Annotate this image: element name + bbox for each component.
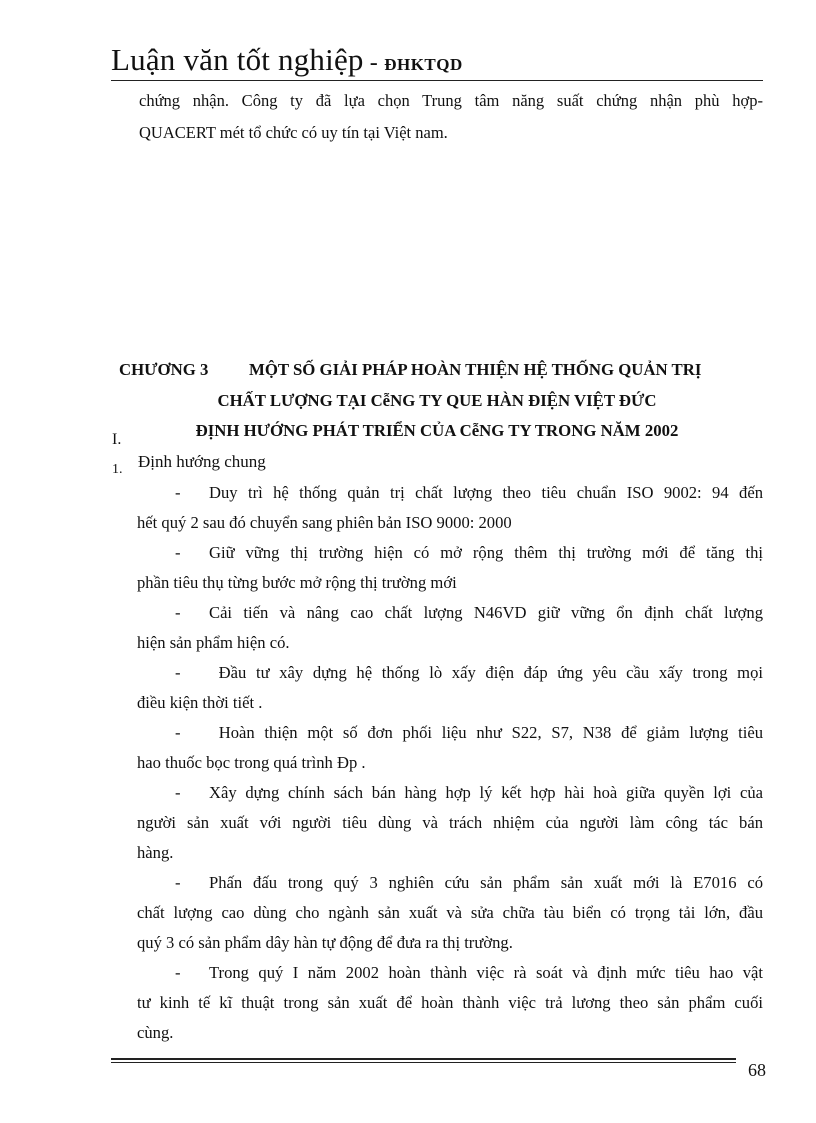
chapter-title-line1: MỘT SỐ GIẢI PHÁP HOÀN THIỆN HỆ THỐNG QUẢN TRỊ [249,360,702,379]
bullet-dash: - [175,873,181,892]
bullet-item [137,658,763,718]
bullet-line [137,478,763,508]
bullet-item [137,598,763,658]
bullet-line: quý 3 có sản phẩm dây hàn tự động để đưa ra thị trường. [137,933,513,952]
subsection-title: Định hướng chung [138,452,266,471]
university-abbreviation: ĐHKTQD [384,55,463,74]
header-separator: - [363,50,385,76]
section-title: ĐỊNH HƯỚNG PHÁT TRIỂN CỦA CễNG TY TRONG NĂM 2002 [195,421,679,440]
bullet-line: hết quý 2 sau đó chuyển sang phiên bản ISO 9000: 2000 [137,513,512,532]
chapter-title-line2: CHẤT LƯỢNG TẠI CễNG TY QUE HÀN ĐIỆN VIỆT ĐỨC [217,391,657,410]
bullet-line [137,868,763,898]
bullet-dash: - [175,603,181,622]
bullet-dash: - [175,483,181,502]
bullet-text: Duy trì hệ thống quản trị chất lượng theo tiêu chuẩn ISO 9002: 94 đến [209,483,763,502]
bullet-text: Hoàn thiện một số đơn phối liệu như S22, S7, N38 để giảm lượng tiêu [209,723,763,742]
bullet-item [137,478,763,538]
bullet-list [137,478,763,1048]
thesis-title: Luận văn tốt nghiệp [111,42,364,77]
bullet-line: chất lượng cao dùng cho ngành sản xuất và sửa chữa tàu biển có trọng tải lớn, đầu [137,903,763,922]
bullet-line: hao thuốc bọc trong quá trình Đp . [137,753,366,772]
bullet-text: Xây dựng chính sách bán hàng hợp lý kết hợp hài hoà giữa quyền lợi của [209,783,763,802]
bullet-line [137,598,763,628]
bullet-dash: - [175,723,181,742]
header-title [111,40,763,85]
bullet-item [137,868,763,958]
chapter-number: CHƯƠNG 3 [119,360,209,379]
bullet-dash: - [175,783,181,802]
bullet-line: phần tiêu thụ từng bước mở rộng thị trường mới [137,573,457,592]
bullet-line [137,658,763,688]
bullet-line [137,718,763,748]
bullet-line: hàng. [137,843,174,862]
footer-rule [111,1058,736,1060]
bullet-line: tư kinh tế kĩ thuật trong sản xuất để hoàn thành việc trả lương theo sản phẩm cuối [137,993,763,1012]
intro-line: QUACERT mét tổ chức có uy tín tại Việt nam. [139,123,448,142]
running-header [111,40,763,85]
bullet-item [137,958,763,1048]
bullet-line: điều kiện thời tiết . [137,693,263,712]
bullet-dash: - [175,543,181,562]
bullet-text: Trong quý I năm 2002 hoàn thành việc rà soát và định mức tiêu hao vật [209,963,763,982]
bullet-dash: - [175,963,181,982]
intro-line: chứng nhận. Công ty đã lựa chọn Trung tâm năng suất chứng nhận phù hợp- [139,91,763,110]
footer-rule [111,1062,736,1063]
bullet-line [137,778,763,808]
bullet-text: Giữ vững thị trường hiện có mở rộng thêm thị trường mới để tăng thị [209,543,763,562]
bullet-item [137,718,763,778]
bullet-line: hiện sản phẩm hiện có. [137,633,290,652]
bullet-item [137,778,763,868]
subsection-number: 1. [112,462,123,477]
bullet-item [137,538,763,598]
chapter-heading-line [119,360,763,380]
bullet-text: Phấn đấu trong quý 3 nghiên cứu sản phẩm sản xuất mới là E7016 có [209,873,763,892]
intro-paragraph [139,85,763,149]
bullet-line [137,958,763,988]
section-number: I. [112,431,122,448]
bullet-line: người sản xuất với người tiêu dùng và trách nhiệm của người làm công tác bán [137,813,763,832]
bullet-line: cùng. [137,1023,174,1042]
page-number: 68 [748,1060,766,1080]
bullet-text: Đầu tư xây dựng hệ thống lò xấy điện đáp ứng yêu cầu xấy trong mọi [209,663,763,682]
bullet-dash: - [175,663,181,682]
header-rule [111,80,763,81]
bullet-text: Cải tiến và nâng cao chất lượng N46VD giữ vững ổn định chất lượng [209,603,763,622]
bullet-line [137,538,763,568]
